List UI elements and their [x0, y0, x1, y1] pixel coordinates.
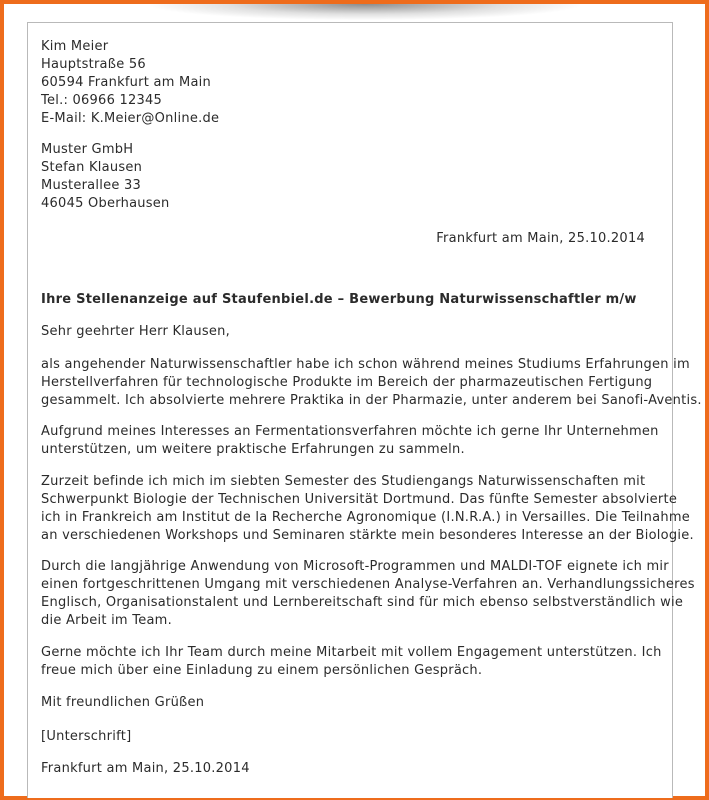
paragraph-line: Englisch, Organisationstalent und Lernbereitschaft sind für mich ebenso selbstverständlich wie — [41, 595, 684, 610]
paragraph-line: gesammelt. Ich absolvierte mehrere Praktika in der Pharmazie, unter anderem bei Sanofi-Aventis. — [41, 393, 702, 408]
paragraph-line: an verschiedenen Workshops und Seminaren stärkte mein besonderes Interesse an der Biologie. — [41, 528, 694, 543]
closing: Mit freundlichen Grüßen — [41, 695, 205, 710]
recipient-company: Muster GmbH — [41, 142, 134, 157]
paragraph-line: als angehender Naturwissenschaftler habe ich schon während meines Studiums Erfahrungen im — [41, 357, 690, 372]
paragraph-line: Herstellverfahren für technologische Produkte im Bereich der pharmazeutischen Fertigung — [41, 375, 653, 390]
sender-phone: Tel.: 06966 12345 — [41, 93, 163, 108]
paragraph-3 — [41, 473, 694, 545]
recipient-person: Stefan Klausen — [41, 160, 143, 175]
sender-name: Kim Meier — [41, 39, 109, 54]
paragraph-line: ich in Frankreich am Institut de la Recherche Agronomique (I.N.R.A.) in Versailles. Die Teilnahme — [41, 510, 691, 525]
paragraph-line: Aufgrund meines Interesses an Fermentationsverfahren möchte ich gerne Ihr Unternehmen — [41, 424, 659, 439]
sender-email: E-Mail: K.Meier@Online.de — [41, 111, 220, 126]
footer-place-date: Frankfurt am Main, 25.10.2014 — [41, 761, 250, 776]
paragraph-line: Schwerpunkt Biologie der Technischen Universität Dortmund. Das fünfte Semester absolvierte — [41, 492, 678, 507]
paragraph-line: Zurzeit befinde ich mich im siebten Semester des Studiengangs Naturwissenschaften mit — [41, 474, 646, 489]
paragraph-4 — [41, 558, 695, 630]
sender-block — [41, 38, 661, 128]
sender-city: 60594 Frankfurt am Main — [41, 75, 212, 90]
paragraph-line: Durch die langjährige Anwendung von Microsoft-Programmen und MALDI-TOF eignete ich mir — [41, 559, 669, 574]
recipient-city: 46045 Oberhausen — [41, 196, 170, 211]
paragraph-5 — [41, 644, 661, 680]
paragraph-line: unterstützen, um weitere praktische Erfahrungen zu sammeln. — [41, 442, 465, 457]
paragraph-1 — [41, 356, 702, 410]
place-date: Frankfurt am Main, 25.10.2014 — [436, 231, 645, 246]
sender-street: Hauptstraße 56 — [41, 57, 146, 72]
salutation: Sehr geehrter Herr Klausen, — [41, 324, 230, 339]
page-top-shadow — [150, 4, 580, 20]
signature-placeholder: [Unterschrift] — [41, 729, 132, 744]
paragraph-line: die Arbeit im Team. — [41, 613, 172, 628]
paragraph-line: einen fortgeschrittenen Umgang mit verschiedenen Analyse-Verfahren an. Verhandlungssicheres — [41, 577, 695, 592]
paragraph-line: Gerne möchte ich Ihr Team durch meine Mitarbeit mit vollem Engagement unterstützen. Ich — [41, 645, 662, 660]
subject-line: Ihre Stellenanzeige auf Staufenbiel.de – Bewerbung Naturwissenschaftler m/w — [41, 292, 637, 307]
paragraph-line: freue mich über eine Einladung zu einem persönlichen Gespräch. — [41, 663, 483, 678]
recipient-block — [41, 141, 661, 213]
recipient-street: Musterallee 33 — [41, 178, 142, 193]
letter-page — [27, 22, 702, 798]
paragraph-2 — [41, 423, 661, 459]
